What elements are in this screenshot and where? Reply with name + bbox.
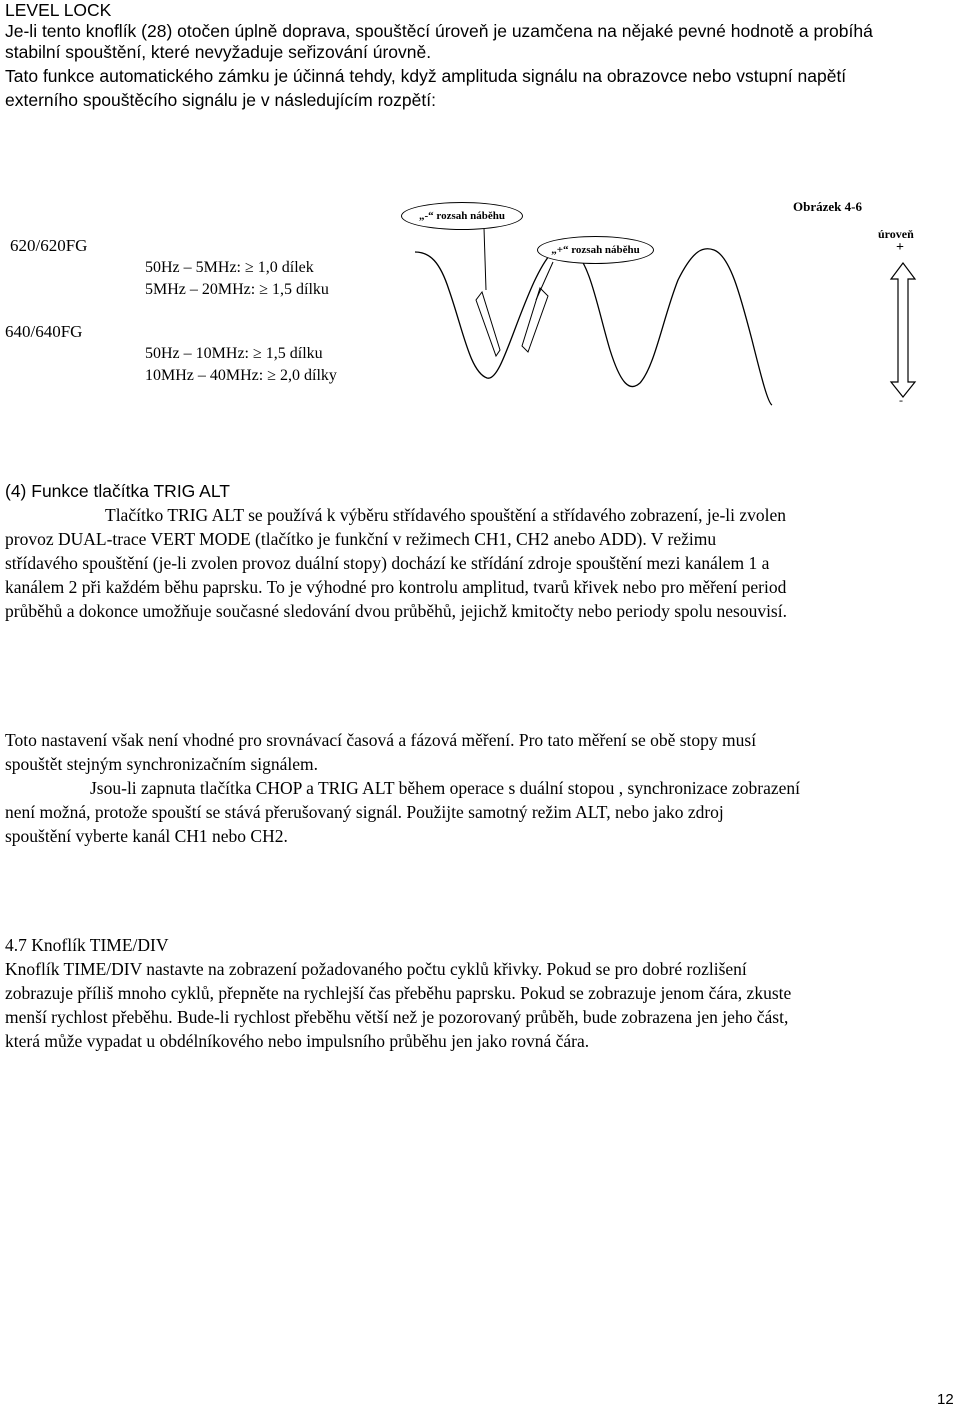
plus-slope-marker — [522, 288, 548, 352]
section-heading-time-div: 4.7 Knoflík TIME/DIV — [5, 935, 169, 955]
section-heading-trig-alt: (4) Funkce tlačítka TRIG ALT — [5, 481, 230, 501]
waveform-curve — [415, 247, 772, 405]
spec-line: 5MHz – 20MHz: ≥ 1,5 dílku — [145, 281, 329, 298]
paragraph-line: menší rychlost přeběhu. Bude-li rychlost přeběhu větší než je pozorovaný průběh, bude zobrazena jen jeho část, — [5, 1007, 789, 1027]
paragraph-line: Tlačítko TRIG ALT se používá k výběru střídavého spouštění a střídavého zobrazení, je-li zvolen — [105, 505, 787, 525]
paragraph-line: zobrazuje příliš mnoho cyklů, přepněte na rychlejší čas přeběhu paprsku. Pokud se zobrazuje jenom čára, zkuste — [5, 983, 792, 1003]
section-title-level-lock: LEVEL LOCK — [5, 0, 112, 20]
level-minus-sign: - — [899, 393, 903, 407]
spec-line: 10MHz – 40MHz: ≥ 2,0 dílky — [145, 367, 337, 384]
paragraph-line: Tato funkce automatického zámku je účinná tehdy, když amplituda signálu na obrazovce nebo vstupní napětí — [5, 66, 847, 86]
minus-slope-pointer — [484, 228, 486, 290]
paragraph-line: externího spouštěcího signálu je v následujícím rozpětí: — [5, 90, 436, 110]
paragraph-line: není možná, protože spouští se stává přerušovaný signál. Použijte samotný režim ALT, nebo jako zdroj — [5, 802, 724, 822]
paragraph-line: Toto nastavení však není vhodné pro srovnávací časová a fázová měření. Pro tato měření se obě stopy musí — [5, 730, 757, 750]
paragraph-line: Je-li tento knoflík (28) otočen úplně doprava, spouštěcí úroveň je uzamčena na nějaké pevné hodnotě a probíhá — [5, 21, 873, 41]
minus-slope-label: „-“ rozsah náběhu — [419, 210, 505, 222]
spec-line: 50Hz – 10MHz: ≥ 1,5 dílku — [145, 345, 323, 362]
plus-slope-bubble — [537, 236, 654, 264]
figure-caption: Obrázek 4-6 — [793, 199, 862, 214]
level-label: úroveň — [878, 227, 914, 241]
paragraph-line: Jsou-li zapnuta tlačítka CHOP a TRIG ALT během operace s duální stopou , synchronizace zobrazení — [90, 778, 801, 798]
paragraph-line: která může vypadat u obdélníkového nebo impulsního průběhu jen jako rovná čára. — [5, 1031, 590, 1051]
paragraph-line: Knoflík TIME/DIV nastavte na zobrazení požadovaného počtu cyklů křivky. Pokud se pro dobré rozlišení — [5, 959, 747, 979]
level-plus-sign: + — [896, 240, 904, 255]
trigger-waveform-figure — [0, 0, 960, 460]
minus-slope-bubble — [401, 202, 523, 230]
spec-line: 50Hz – 5MHz: ≥ 1,0 dílek — [145, 259, 314, 276]
paragraph-line: spouštění vyberte kanál CH1 nebo CH2. — [5, 826, 288, 846]
plus-slope-label: „+“ rozsah náběhu — [551, 244, 640, 256]
model-label-640: 640/640FG — [5, 322, 83, 341]
minus-slope-marker — [476, 292, 500, 356]
paragraph-line: střídavého spouštění (je-li zvolen provoz duální stopy) dochází ke střídání zdroje spouštění mezi kanálem 1 a — [5, 553, 770, 573]
paragraph-line: spouštět stejným synchronizačním signálem. — [5, 754, 319, 774]
level-double-arrow — [891, 263, 915, 397]
page-number: 12 — [937, 1391, 954, 1408]
paragraph-line: provoz DUAL-trace VERT MODE (tlačítko je funkční v režimech CH1, CH2 anebo ADD). V režimu — [5, 529, 717, 549]
paragraph-line: průběhů a dokonce umožňuje současné sledování dvou průběhů, jejichž kmitočty nebo periody spolu nesouvisí. — [5, 601, 787, 621]
model-label-620: 620/620FG — [10, 236, 88, 255]
paragraph-line: kanálem 2 při každém běhu paprsku. To je výhodné pro kontrolu amplitud, tvarů křivek nebo pro měření period — [5, 577, 787, 597]
paragraph-line: stabilní spouštění, které nevyžaduje seřizování úrovně. — [5, 42, 432, 62]
